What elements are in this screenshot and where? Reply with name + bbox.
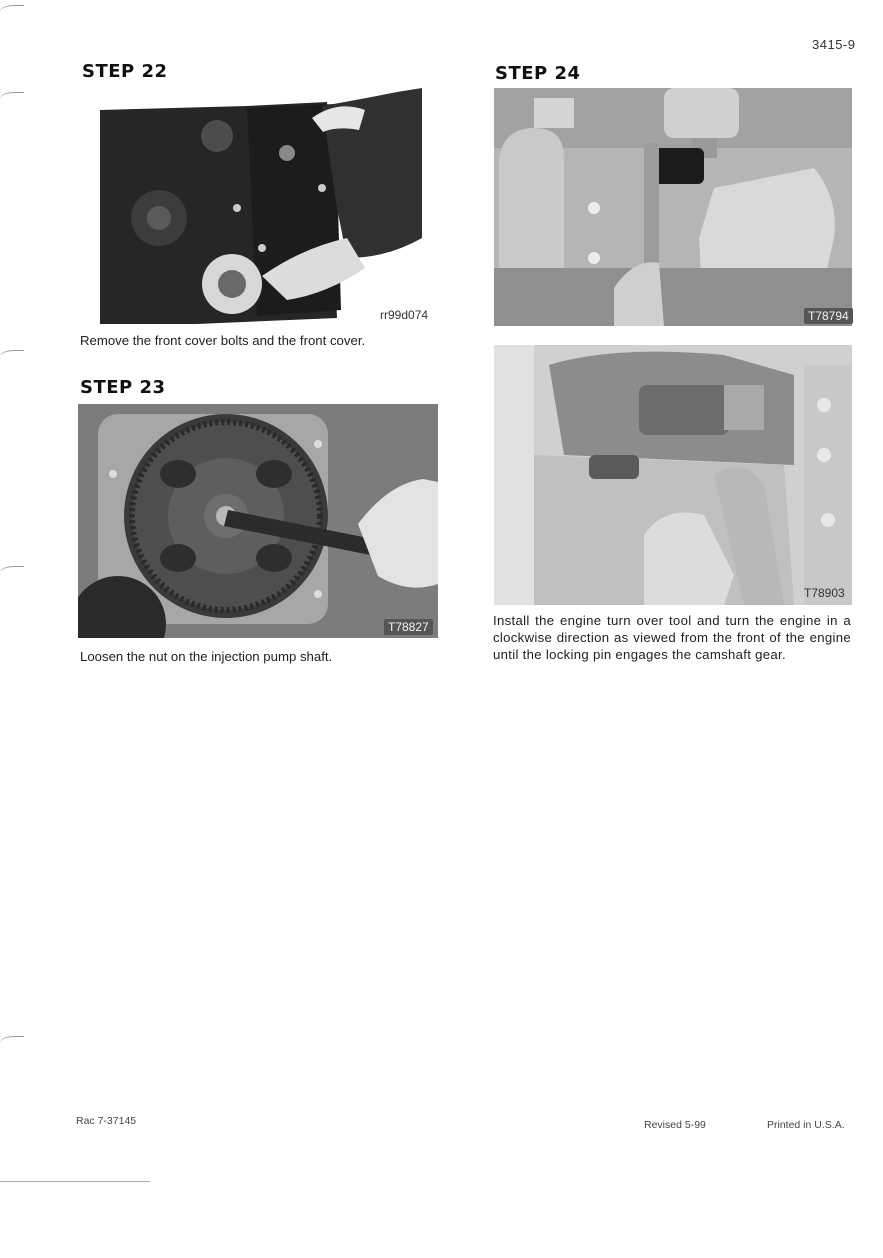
step-24-photo-2	[494, 345, 852, 605]
step-23-title: STEP 23	[80, 377, 166, 398]
footer-form-number: Rac 7-37145	[76, 1115, 137, 1127]
step-23-figure-label: T78827	[384, 619, 433, 635]
bottom-rule	[0, 1181, 150, 1182]
margin-mark	[0, 566, 24, 577]
step-23-photo	[78, 404, 438, 638]
step-24-title: STEP 24	[495, 63, 581, 84]
step-22-figure-label: rr99d074	[380, 308, 429, 322]
step-24-figure-label-2: T78903	[804, 586, 845, 600]
step-23-caption: Loosen the nut on the injection pump shaft.	[80, 649, 333, 664]
step-24-caption: Install the engine turn over tool and turn the engine in a clockwise direction as viewed from the front of the engine until the locking pin engages the camshaft gear.	[493, 613, 851, 662]
margin-mark	[0, 5, 24, 16]
step-24-photo-1	[494, 88, 852, 326]
margin-mark	[0, 350, 24, 361]
step-24-figure-label-1: T78794	[804, 308, 853, 324]
step-22-title: STEP 22	[82, 61, 168, 82]
footer-printed: Printed in U.S.A.	[767, 1119, 845, 1131]
margin-mark	[0, 92, 24, 103]
page-number: 3415-9	[812, 37, 856, 52]
footer-revised: Revised 5-99	[644, 1119, 706, 1131]
step-22-caption: Remove the front cover bolts and the front cover.	[80, 333, 366, 348]
step-22-photo	[97, 88, 437, 326]
margin-mark	[0, 1036, 24, 1047]
